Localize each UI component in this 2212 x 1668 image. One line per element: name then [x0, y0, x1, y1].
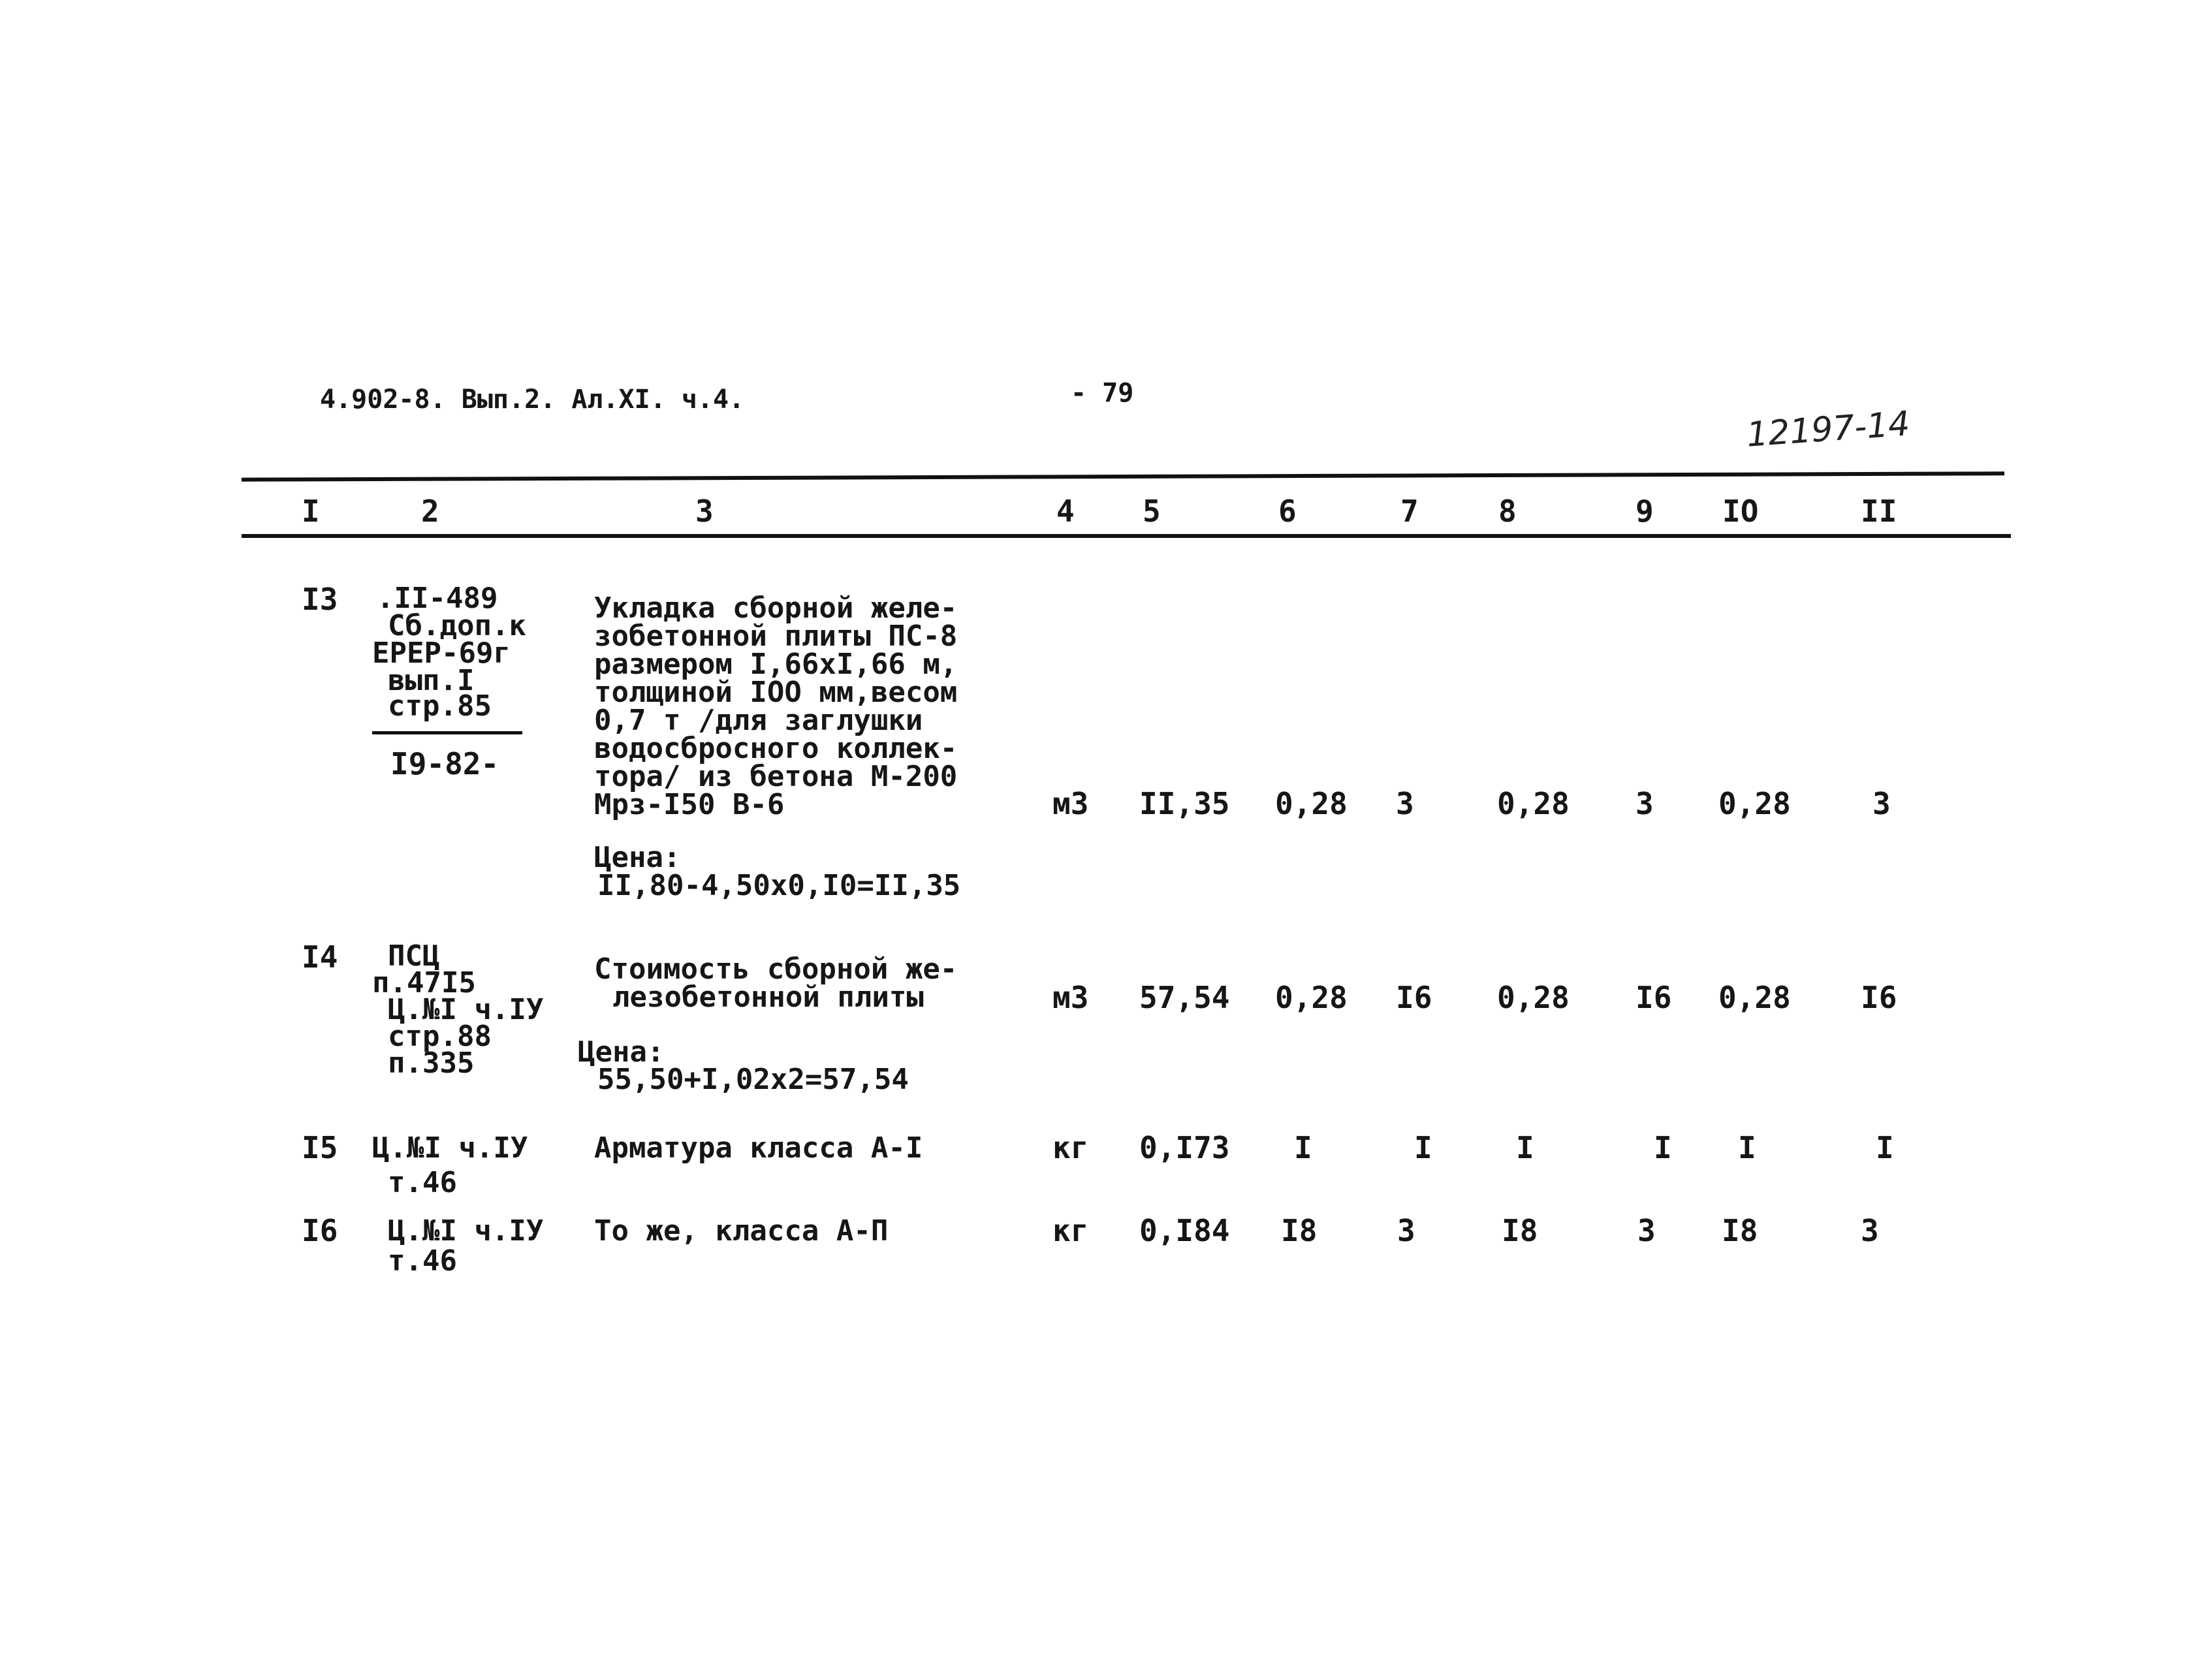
- value-col10: I: [1738, 1130, 1756, 1165]
- value-col6: I8: [1281, 1213, 1318, 1248]
- price-formula: 55,50+I,02х2=57,54: [597, 1063, 909, 1096]
- column-header: 4: [1056, 494, 1075, 529]
- page-number: - 79: [1071, 378, 1134, 408]
- value-col10: 0,28: [1718, 980, 1791, 1015]
- value-col11: 3: [1872, 786, 1891, 821]
- column-header: 2: [421, 494, 439, 529]
- value-col6: 0,28: [1275, 980, 1348, 1015]
- row-number: I3: [302, 582, 338, 617]
- value-col11: I6: [1861, 980, 1897, 1015]
- source-line: т.46: [388, 1166, 457, 1199]
- unit: м3: [1052, 980, 1089, 1015]
- value-col10: 0,28: [1718, 786, 1791, 821]
- source-line: вып.I: [388, 664, 475, 697]
- value-col6: I: [1294, 1130, 1312, 1165]
- source-line: ЕРЕР-69г: [372, 637, 511, 670]
- unit: м3: [1052, 786, 1089, 821]
- source-line: п.335: [388, 1046, 475, 1080]
- column-header: 5: [1143, 494, 1161, 529]
- value-col7: I: [1414, 1130, 1432, 1165]
- value-col5: II,35: [1139, 786, 1230, 821]
- source-line: .II-489: [377, 582, 498, 615]
- value-col5: 0,I73: [1139, 1130, 1230, 1165]
- column-header: 7: [1400, 494, 1419, 529]
- description-line: То же, класса А-П: [594, 1214, 889, 1248]
- column-header: 3: [695, 494, 714, 529]
- description-line: толщиной IOO мм,весом: [594, 676, 958, 709]
- column-header: 8: [1498, 494, 1517, 529]
- column-header: IO: [1722, 494, 1759, 529]
- source-line: Сб.доп.к: [388, 609, 526, 642]
- value-col9: 3: [1637, 1213, 1656, 1248]
- source-line: п.47I5: [372, 966, 476, 999]
- source-line: Ц.№I ч.IУ: [372, 1131, 528, 1165]
- value-col8: 0,28: [1497, 786, 1570, 821]
- fraction-rule: [372, 731, 522, 734]
- value-col11: I: [1876, 1130, 1894, 1165]
- description-line: 0,7 т /для заглушки: [594, 704, 923, 737]
- value-col8: I8: [1502, 1213, 1538, 1248]
- price-label: Цена:: [578, 1035, 665, 1069]
- description-line: Укладка сборной желе-: [594, 591, 958, 625]
- source-line: Ц.№I ч.IУ: [388, 1214, 544, 1248]
- source-extra: I9-82-: [390, 746, 499, 781]
- value-col8: 0,28: [1497, 980, 1570, 1015]
- value-col9: I6: [1635, 980, 1672, 1015]
- row-number: I6: [302, 1213, 338, 1248]
- column-header: II: [1861, 494, 1897, 529]
- value-col8: I: [1516, 1130, 1534, 1165]
- source-line: Ц.№I ч.IУ: [388, 993, 544, 1026]
- description-line: размером I,66хI,66 м,: [594, 648, 958, 681]
- value-col7: 3: [1396, 786, 1414, 821]
- description-line: Мрз-I50 В-6: [594, 788, 785, 821]
- description-line: лезобетонной плиты: [612, 981, 924, 1014]
- value-col7: I6: [1396, 980, 1432, 1015]
- unit: кг: [1052, 1130, 1089, 1165]
- description-line: Арматура класса А-I: [594, 1131, 923, 1165]
- value-col10: I8: [1722, 1213, 1758, 1248]
- row-number: I4: [302, 939, 338, 975]
- value-col11: 3: [1861, 1213, 1879, 1248]
- row-number: I5: [302, 1130, 338, 1165]
- source-line: стр.88: [388, 1020, 492, 1053]
- unit: кг: [1052, 1213, 1089, 1248]
- source-line: ПСЦ: [388, 939, 440, 973]
- column-header: 6: [1278, 494, 1297, 529]
- document-reference: 4.902-8. Вып.2. Ал.XI. ч.4.: [320, 385, 745, 415]
- column-header: 9: [1635, 494, 1654, 529]
- value-col6: 0,28: [1275, 786, 1348, 821]
- table-top-rule: [242, 471, 2004, 481]
- price-formula: II,80-4,50х0,I0=II,35: [597, 869, 961, 902]
- description-line: водосбросного коллек-: [594, 732, 958, 765]
- description-line: тора/ из бетона М-200: [594, 760, 958, 793]
- description-line: зобетонной плиты ПС-8: [594, 620, 958, 653]
- value-col7: 3: [1397, 1213, 1415, 1248]
- table-header-bottom-rule: [242, 534, 2011, 538]
- value-col9: I: [1654, 1130, 1672, 1165]
- description-line: Стоимость сборной же-: [594, 952, 958, 986]
- source-line: т.46: [388, 1244, 457, 1278]
- value-col9: 3: [1635, 786, 1654, 821]
- source-line: стр.85: [388, 689, 492, 723]
- handwritten-reference: 12197-14: [1745, 404, 1912, 455]
- column-header: I: [302, 494, 320, 529]
- price-label: Цена:: [594, 841, 681, 874]
- value-col5: 57,54: [1139, 980, 1230, 1015]
- value-col5: 0,I84: [1139, 1213, 1230, 1248]
